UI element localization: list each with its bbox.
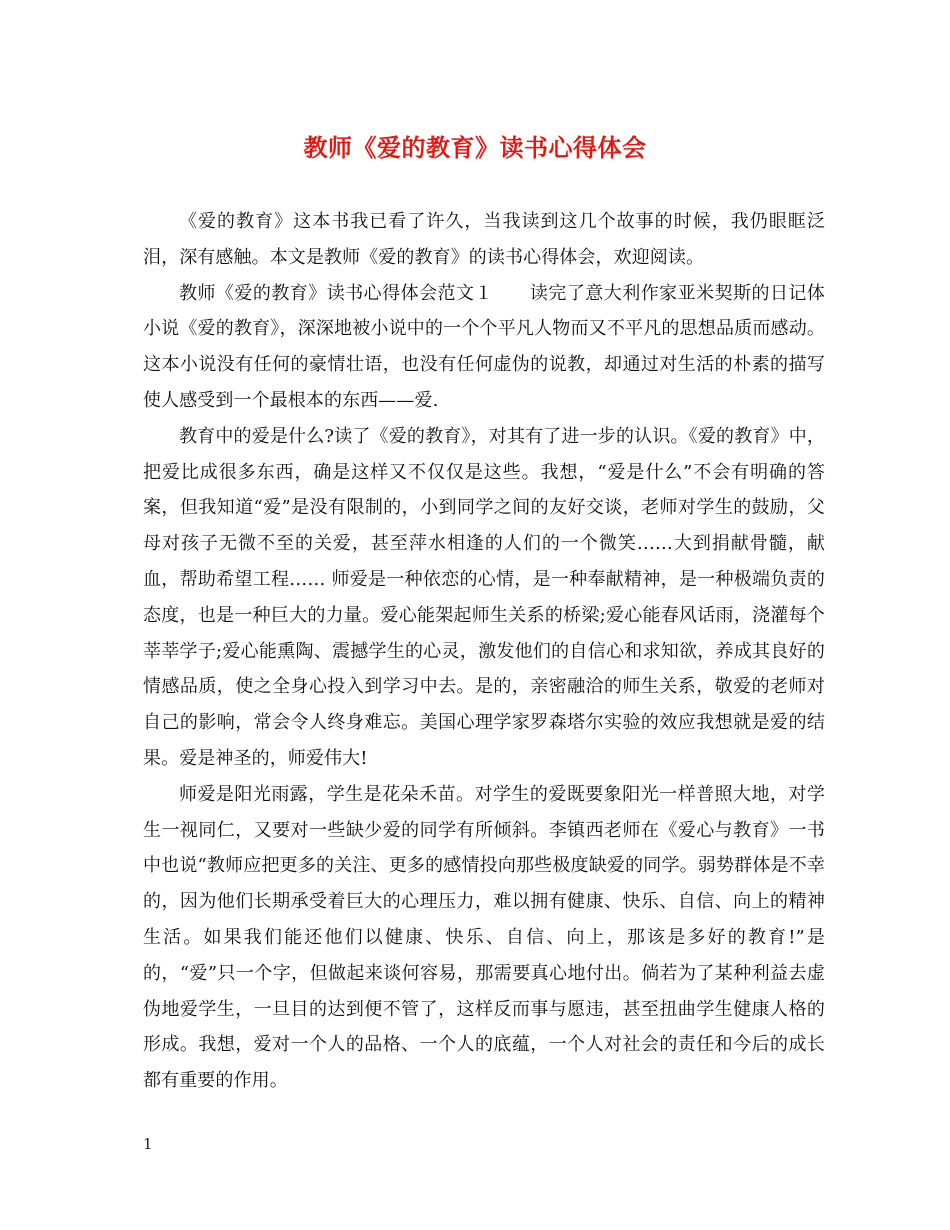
paragraph-teacher-love: 师爱是阳光雨露，学生是花朵禾苗。对学生的爱既要象阳光一样普照大地，对学生一视同仁，又要对一些缺少爱的同学有所倾斜。李镇西老师在《爱心与教育》一书中也说“教师应把更多的关注、更多的感情投向那些极度缺爱的同学。弱势群体是不幸的，因为他们长期承受着巨大的心理压力，难以拥有健康、快乐、自信、向上的精神生活。如果我们能还他们以健康、快乐、自信、向上，那该是多好的教育!”是的，“爱”只一个字，但做起来谈何容易，那需要真心地付出。倘若为了某种利益去虚伪地爱学生，一旦目的达到便不管了，这样反而事与愿违，甚至扭曲学生健康人格的形成。我想，爱对一个人的品格、一个人的底蕴，一个人对社会的责任和今后的成长都有重要的作用。 (143, 783, 825, 1092)
document-title: 教师《爱的教育》读书心得体会 (303, 133, 647, 162)
paragraph-sample-1: 教师《爱的教育》读书心得体会范文１ 读完了意大利作家亚米契斯的日记体小说《爱的教育》，深深地被小说中的一个个平凡人物而又不平凡的思想品质而感动。这本小说没有任何的豪情壮语，也没有任何虚伪的说教，却通过对生活的朴素的描写使人感受到一个最根本的东西——爱. (143, 282, 825, 411)
paragraph-intro: 《爱的教育》这本书我已看了许久，当我读到这几个故事的时候，我仍眼眶泛泪，深有感触。本文是教师《爱的教育》的读书心得体会，欢迎阅读。 (143, 211, 825, 268)
page-number: 1 (143, 1135, 153, 1153)
paragraph-what-is-love: 教育中的爱是什么?读了《爱的教育》，对其有了进一步的认识。《爱的教育》中，把爱比成很多东西，确是这样又不仅仅是这些。我想，“爱是什么”不会有明确的答案，但我知道“爱”是没有限制的，小到同学之间的友好交谈，老师对学生的鼓励，父母对孩子无微不至的关爱，甚至萍水相逢的人们的一个微笑……大到捐献骨髓，献血，帮助希望工程…… 师爱是一种依恋的心情，是一种奉献精神，是一种极端负责的态度，也是一种巨大的力量。爱心能架起师生关系的桥梁;爱心能春风话雨，浇灌每个莘莘学子;爱心能熏陶、震撼学生的心灵，激发他们的自信心和求知欲，养成其良好的情感品质，使之全身心投入到学习中去。是的，亲密融洽的师生关系，敬爱的老师对自己的影响，常会令人终身难忘。美国心理学家罗森塔尔实验的效应我想就是爱的结果。爱是神圣的，师爱伟大! (143, 425, 825, 769)
document-body (143, 204, 825, 1099)
